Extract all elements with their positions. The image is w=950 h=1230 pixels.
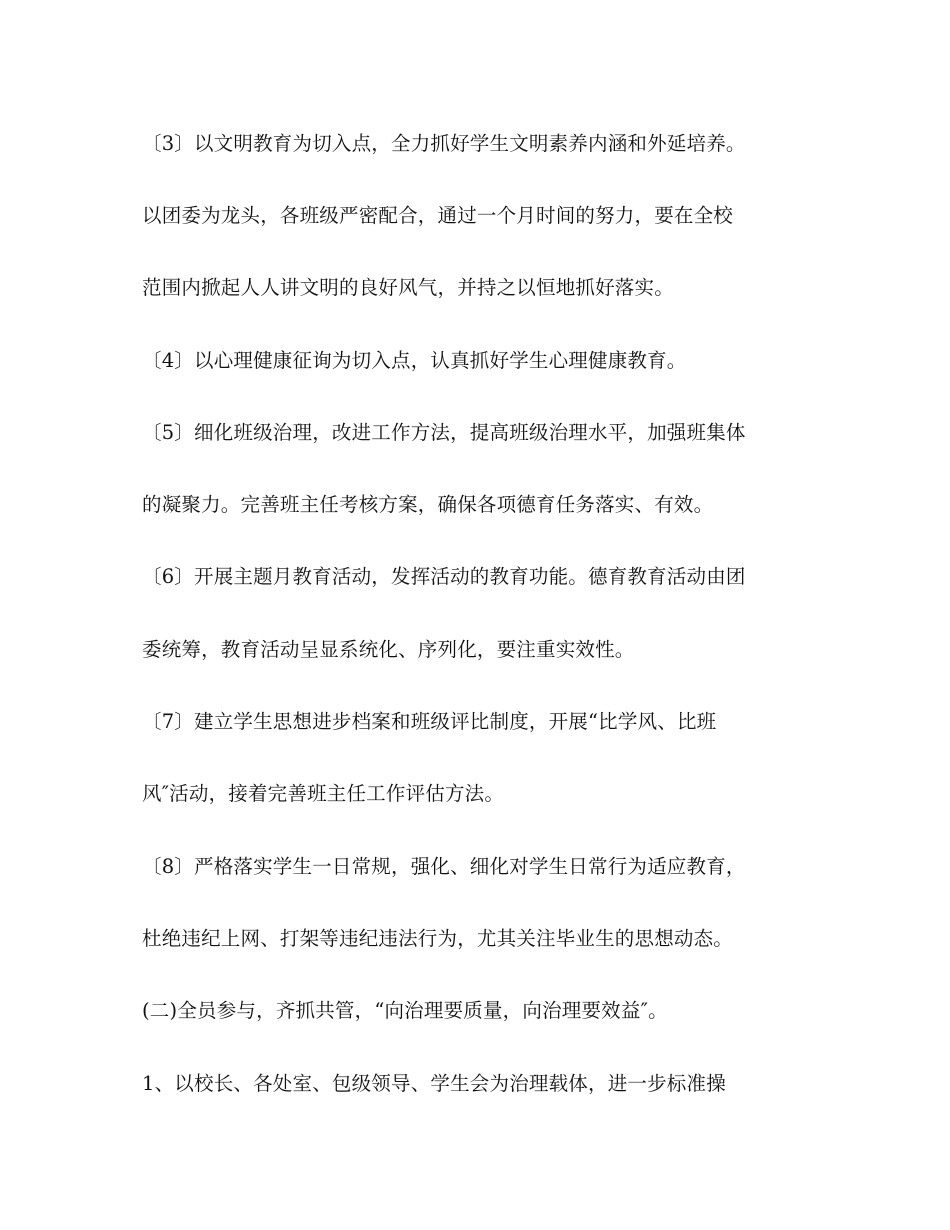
text-line: 〔7〕建立学生思想进步档案和班级评比制度，开展“比学风、比班 xyxy=(142,710,717,733)
text-line: 〔8〕严格落实学生一日常规，强化、细化对学生日常行为适应教育， xyxy=(142,855,746,878)
text-line: 〔3〕以文明教育为切入点，全力抓好学生文明素养内涵和外延培养。 xyxy=(142,132,746,155)
text-line: 的凝聚力。完善班主任考核方案，确保各项德育任务落实、有效。 xyxy=(142,493,714,516)
text-line: 杜绝违纪上网、打架等违纪违法行为，尤其关注毕业生的思想动态。 xyxy=(142,927,734,950)
text-line: 范围内掀起人人讲文明的良好风气，并持之以恒地抓好落实。 xyxy=(142,276,674,299)
text-line: 〔6〕开展主题月教育活动，发挥活动的教育功能。德育教育活动由团 xyxy=(142,565,746,588)
text-line: 〔5〕细化班级治理，改进工作方法，提高班级治理水平，加强班集体 xyxy=(142,421,746,444)
text-line: 以团委为龙头，各班级严密配合，通过一个月时间的努力，要在全校 xyxy=(142,204,734,227)
text-line: 1、以校长、各处室、包级领导、学生会为治理载体，进一步标准操 xyxy=(142,1072,726,1095)
text-line: 委统筹，教育活动呈显系统化、序列化，要注重实效性。 xyxy=(142,638,635,661)
text-line: 风″活动，接着完善班主任工作评估方法。 xyxy=(142,782,505,805)
text-line: (二)全员参与，齐抓共管，“向治理要质量，向治理要效益″。 xyxy=(142,999,668,1022)
text-line: 〔4〕以心理健康征询为切入点，认真抓好学生心理健康教育。 xyxy=(142,349,687,372)
